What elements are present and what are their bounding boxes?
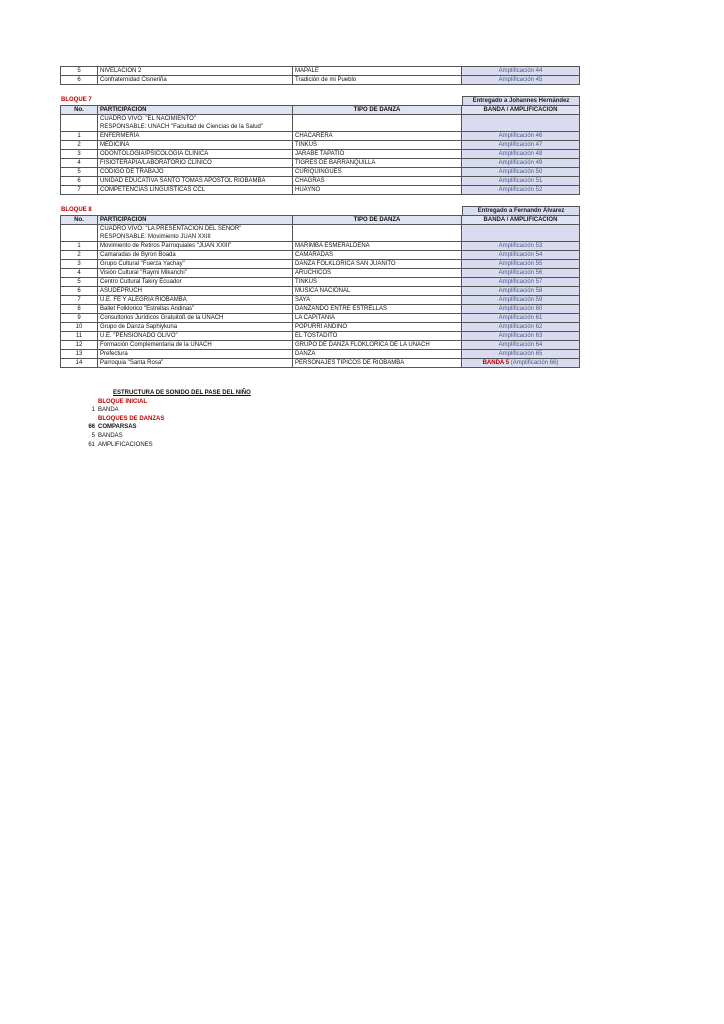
amplification-label: Amplificación 51: [498, 178, 543, 184]
participation-cell: Ballet Folklorico "Estrellas Andinas": [98, 305, 293, 314]
dance-type-cell: PERSONAJES TÍPICOS DE RIOBAMBA: [293, 359, 462, 368]
row-number: 8: [61, 305, 98, 314]
row-number: 12: [61, 341, 98, 350]
row-number: 1: [61, 132, 98, 141]
summary-label: AMPLIFICACIONES: [98, 441, 153, 448]
summary-row: [86, 406, 251, 415]
intro-empty-cell: [293, 115, 462, 132]
bloque7-row: [61, 177, 580, 186]
amplification-cell: [462, 332, 580, 341]
participation-cell: Confraternidad Cisneriña: [98, 76, 293, 85]
summary-bloques-danzas: BLOQUES DE DANZAS: [98, 415, 165, 422]
dance-type-cell: SAYA: [293, 296, 462, 305]
participation-cell: U.E. "PENSIONADO OLIVO": [98, 332, 293, 341]
amplification-cell: [462, 350, 580, 359]
row-number: 6: [61, 177, 98, 186]
bloque8-row: [61, 350, 580, 359]
amplification-cell: [462, 150, 580, 159]
dance-type-cell: POPURRÍ ANDINO: [293, 323, 462, 332]
participation-cell: CÓDIGO DE TRABAJO: [98, 168, 293, 177]
dance-type-cell: CAMARADAS: [293, 251, 462, 260]
dance-type-cell: CURIQUINGUES: [293, 168, 462, 177]
summary-count: 61: [88, 441, 95, 448]
amplification-cell: [462, 278, 580, 287]
bloque8-row: [61, 242, 580, 251]
row-number: 6: [61, 76, 98, 85]
amplification-label: Amplificación 65: [498, 351, 543, 357]
top-row: [61, 76, 580, 85]
dance-type-cell: MAPALE: [293, 67, 462, 76]
participation-cell: Camaradas de Byron Boada: [98, 251, 293, 260]
amplification-cell: [462, 314, 580, 323]
row-number: 7: [61, 296, 98, 305]
dance-type-cell: GRUPO DE DANZA FLOKLÓRICA DE LA UNACH: [293, 341, 462, 350]
header-participation: PARTICIPACIÓN: [98, 106, 293, 115]
summary-count: 66: [88, 424, 95, 431]
amplification-label: Amplificación 56: [498, 270, 543, 276]
bloque8-row: [61, 359, 580, 368]
bloque8-row: [61, 341, 580, 350]
participation-cell: Grupo de Danza Saphiykuna: [98, 323, 293, 332]
header-dance-type: TIPO DE DANZA: [293, 106, 462, 115]
participation-cell: UNIDAD EDUCATIVA SANTO TOMÁS APÓSTOL RIOBAMBA: [98, 177, 293, 186]
bloque7-row: [61, 132, 580, 141]
dance-type-cell: JARABE TAPATIO: [293, 150, 462, 159]
participation-cell: MEDICINA: [98, 141, 293, 150]
bloque7-title: BLOQUE 7: [61, 97, 92, 103]
amplification-label: (Amplificación 66): [510, 360, 559, 366]
tableau-description: [98, 115, 293, 132]
tableau-intro-row: [61, 115, 580, 132]
dance-type-cell: CHAGRAS: [293, 177, 462, 186]
participation-cell: Centro Cultural Takiry Ecuador: [98, 278, 293, 287]
summary-bloque-inicial: BLOQUE INICIAL: [98, 398, 147, 405]
bloque8-row: [61, 287, 580, 296]
participation-cell: Movimiento de Retiros Parroquiales "JUAN XXIII": [98, 242, 293, 251]
bloque8-row: [61, 332, 580, 341]
summary-label: BANDA: [98, 407, 119, 414]
amplification-cell: [462, 242, 580, 251]
dance-type-cell: MARIMBA ESMERALDEÑA: [293, 242, 462, 251]
intro-empty-cell: [462, 115, 580, 132]
amplification-label: Amplificación 46: [498, 133, 543, 139]
dance-type-cell: DANZANDO ENTRE ESTRELLAS: [293, 305, 462, 314]
dance-type-cell: HUAYNO: [293, 186, 462, 195]
amplification-label: Amplificación 57: [498, 279, 543, 285]
spreadsheet-page: [60, 66, 580, 368]
row-number: 5: [61, 67, 98, 76]
summary-row: [86, 432, 251, 441]
tableau-responsible: RESPONSABLE: Movimiento JUAN XXIII: [100, 234, 211, 240]
tableau-intro-row: [61, 225, 580, 242]
dance-type-cell: DANZA FOLKLÓRICA SAN JUANITO: [293, 260, 462, 269]
tableau-description: [98, 225, 293, 242]
bloque8-row: [61, 260, 580, 269]
amplification-cell: [462, 341, 580, 350]
amplification-label: Amplificación 47: [498, 142, 543, 148]
participation-cell: NIVELACIÓN 2: [98, 67, 293, 76]
amplification-cell: [462, 251, 580, 260]
amplification-label: Amplificación 54: [498, 252, 543, 258]
sound-structure-summary: [86, 389, 251, 449]
bloque7-delivered: Entregado a Johannes Hernández: [462, 96, 580, 106]
participation-cell: ENFERMERÍA: [98, 132, 293, 141]
participation-cell: COMPETENCIAS LINGUISTICAS CCL: [98, 186, 293, 195]
amplification-cell: [462, 177, 580, 186]
amplification-label: Amplificación 64: [498, 342, 543, 348]
row-number: 5: [61, 278, 98, 287]
summary-count: 5: [91, 432, 95, 439]
amplification-label: Amplificación 48: [498, 151, 543, 157]
dance-type-cell: MÚSICA NACIONAL: [293, 287, 462, 296]
row-number: 7: [61, 186, 98, 195]
row-number: 6: [61, 287, 98, 296]
dance-type-cell: Tradición de mi Pueblo: [293, 76, 462, 85]
summary-row: [86, 441, 251, 450]
row-number: 9: [61, 314, 98, 323]
amplification-cell: [462, 305, 580, 314]
row-number: 1: [61, 242, 98, 251]
header-no: No.: [61, 216, 98, 225]
amplification-cell: [462, 186, 580, 195]
summary-label: BANDAS: [98, 432, 123, 439]
amplification-cell: [462, 132, 580, 141]
banda-label: BANDA 5: [482, 360, 510, 366]
bloque8-row: [61, 251, 580, 260]
participation-cell: ODONTOLOGÍA/PSICOLOGÍA CLÍNICA: [98, 150, 293, 159]
bloque7-row: [61, 141, 580, 150]
row-number: 11: [61, 332, 98, 341]
amplification-cell: [462, 323, 580, 332]
amplification-label: Amplificación 53: [498, 243, 543, 249]
row-number: 4: [61, 159, 98, 168]
row-number: 2: [61, 141, 98, 150]
tableau-responsible: RESPONSABLE: UNACH "Facultad de Ciencias de la Salud": [100, 124, 263, 130]
row-number: 4: [61, 269, 98, 278]
bloque7-header: [60, 96, 580, 105]
participation-cell: Formación Complementaria de la UNACH: [98, 341, 293, 350]
amplification-label: Amplificación 44: [498, 68, 543, 74]
table-header-row: [61, 216, 580, 225]
amplification-label: Amplificación 52: [498, 187, 543, 193]
bloque8-delivered: Entregado a Fernando Álvarez: [462, 206, 580, 216]
bloque8-header: [60, 206, 580, 215]
amplification-label: Amplificación 60: [498, 306, 543, 312]
dance-type-cell: TINKUS: [293, 141, 462, 150]
participation-cell: U.E. FE Y ALEGRÍA RIOBAMBA: [98, 296, 293, 305]
amplification-cell: [462, 287, 580, 296]
amplification-label: Amplificación 55: [498, 261, 543, 267]
bloque8-row: [61, 323, 580, 332]
amplification-label: Amplificación 63: [498, 333, 543, 339]
intro-empty-cell: [61, 225, 98, 242]
intro-empty-cell: [61, 115, 98, 132]
bloque7-row: [61, 159, 580, 168]
participation-cell: Parroquia "Santa Rosa": [98, 359, 293, 368]
participation-cell: Visión Cultural "Raymi Mikanchi": [98, 269, 293, 278]
bloque8-row: [61, 314, 580, 323]
row-number: 3: [61, 150, 98, 159]
bloque7-row: [61, 168, 580, 177]
amplification-label: Amplificación 58: [498, 288, 543, 294]
header-participation: PARTICIPACIÓN: [98, 216, 293, 225]
amplification-label: Amplificación 49: [498, 160, 543, 166]
bloque8-table: [60, 215, 580, 368]
amplification-label: Amplificación 62: [498, 324, 543, 330]
dance-type-cell: ARUCHICOS: [293, 269, 462, 278]
bloque8-row: [61, 269, 580, 278]
bloque7-row: [61, 186, 580, 195]
amplification-label: Amplificación 50: [498, 169, 543, 175]
tableau-title: CUADRO VIVO: "EL NACIMIENTO": [100, 116, 196, 122]
bloque8-row: [61, 305, 580, 314]
dance-type-cell: TIGRES DE BARRANQUILLA: [293, 159, 462, 168]
amplification-label: Amplificación 61: [498, 315, 543, 321]
amplification-cell: [462, 159, 580, 168]
top-row: [61, 67, 580, 76]
top-table: [60, 66, 580, 85]
header-amplification: BANDA / AMPLIFICACIÓN: [462, 216, 580, 225]
amplification-label: Amplificación 59: [498, 297, 543, 303]
row-number: 13: [61, 350, 98, 359]
summary-label: COMPARSAS: [98, 424, 137, 431]
amplification-cell: [462, 269, 580, 278]
amplification-cell: [462, 296, 580, 305]
participation-cell: ASUDEPRUCH: [98, 287, 293, 296]
dance-type-cell: LA CAPITANIA: [293, 314, 462, 323]
amplification-cell: [462, 359, 580, 368]
bloque8-title: BLOQUE 8: [61, 207, 92, 213]
intro-empty-cell: [293, 225, 462, 242]
bloque7-table: [60, 105, 580, 195]
dance-type-cell: DANZA: [293, 350, 462, 359]
summary-count: 1: [91, 407, 95, 414]
participation-cell: FISIOTERAPIA/LABORATORIO CLÍNICO: [98, 159, 293, 168]
intro-empty-cell: [462, 225, 580, 242]
table-header-row: [61, 106, 580, 115]
row-number: 3: [61, 260, 98, 269]
amplification-cell: [462, 67, 580, 76]
amplification-cell: [462, 141, 580, 150]
row-number: 5: [61, 168, 98, 177]
dance-type-cell: TINKUS: [293, 278, 462, 287]
dance-type-cell: CHACARERA: [293, 132, 462, 141]
participation-cell: Consultorios Jurídicos Gratuitoß de la UNACH: [98, 314, 293, 323]
header-dance-type: TIPO DE DANZA: [293, 216, 462, 225]
row-number: 14: [61, 359, 98, 368]
participation-cell: Prefectura: [98, 350, 293, 359]
summary-row: [86, 423, 251, 432]
amplification-label: Amplificación 45: [498, 77, 543, 83]
bloque7-row: [61, 150, 580, 159]
bloque8-row: [61, 278, 580, 287]
summary-title: ESTRUCTURA DE SONIDO DEL PASE DEL NIÑO: [113, 390, 251, 396]
header-amplification: BANDA / AMPLIFICACIÓN: [462, 106, 580, 115]
participation-cell: Grupo Cultural "Fuerza Yachay": [98, 260, 293, 269]
bloque8-row: [61, 296, 580, 305]
row-number: 2: [61, 251, 98, 260]
header-no: No.: [61, 106, 98, 115]
amplification-cell: [462, 168, 580, 177]
amplification-cell: [462, 76, 580, 85]
tableau-title: CUADRO VIVO: "LA PRESENTACIÓN DEL SEÑOR": [100, 226, 242, 232]
row-number: 10: [61, 323, 98, 332]
amplification-cell: [462, 260, 580, 269]
dance-type-cell: EL TOSTADITO: [293, 332, 462, 341]
